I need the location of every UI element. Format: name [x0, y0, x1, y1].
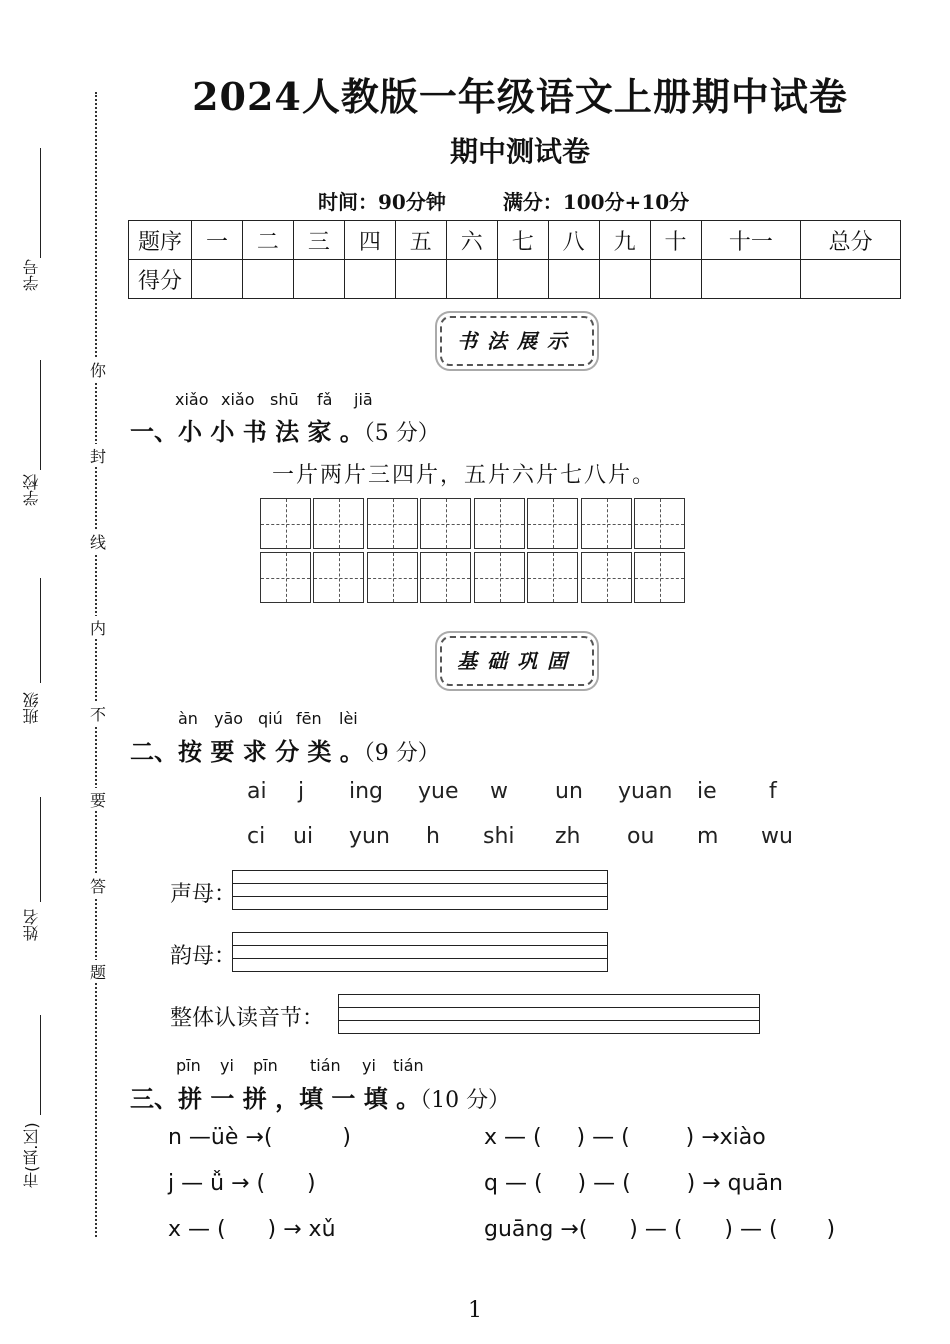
- q1-poem: 一片两片三四片，五片六片七八片。: [272, 463, 657, 488]
- pinyin-syllable: fēn: [296, 709, 322, 728]
- finals-label: 韵母：: [170, 944, 237, 969]
- q3-score: （10 分）: [420, 1088, 511, 1113]
- syllable: ui: [293, 824, 314, 849]
- full-score: 满分：100分+10分: [502, 190, 690, 214]
- pinyin-syllable: pīn: [176, 1056, 201, 1075]
- score-column-header: 六: [446, 221, 497, 260]
- class-line: [40, 578, 41, 683]
- seal-note-char: 你: [88, 358, 108, 381]
- whole-syllables-answer-lines[interactable]: [338, 994, 760, 1034]
- score-column-header: 八: [548, 221, 599, 260]
- seal-note-char: 答: [88, 874, 108, 897]
- pinyin-syllable: fǎ: [317, 390, 333, 409]
- writing-cell[interactable]: [474, 552, 525, 603]
- score-cell[interactable]: [548, 260, 599, 299]
- syllable: wu: [761, 824, 793, 849]
- exam-subtitle: 期中测试卷: [449, 135, 590, 168]
- writing-cell[interactable]: [581, 552, 632, 603]
- pinyin-syllable: pīn: [253, 1056, 278, 1075]
- q3-title: [130, 1079, 510, 1114]
- syllable: shi: [483, 824, 515, 849]
- score-cell[interactable]: [650, 260, 701, 299]
- pinyin-syllable: yi: [362, 1056, 376, 1075]
- section-badge-calligraphy: 书法展示: [440, 316, 594, 366]
- question-number-row: [129, 221, 901, 260]
- spelling-exercise[interactable]: j — ǚ → ( ): [168, 1171, 316, 1196]
- seal-note-char: 封: [88, 444, 108, 467]
- score-cell[interactable]: [242, 260, 293, 299]
- score-column-header: 九: [599, 221, 650, 260]
- q3-title-text: 三、拼 一 拼 ，填 一 填 。: [130, 1085, 421, 1113]
- syllable: f: [769, 779, 777, 804]
- writing-cell[interactable]: [367, 552, 418, 603]
- score-cell[interactable]: [599, 260, 650, 299]
- school-label: 学校: [22, 474, 41, 506]
- class-label: 班级: [22, 692, 41, 724]
- score-column-header: 总分: [801, 221, 901, 260]
- pinyin-syllable: lèi: [339, 709, 358, 728]
- syllable: ing: [349, 779, 384, 804]
- writing-cell[interactable]: [527, 498, 578, 549]
- pinyin-syllable: àn: [178, 709, 198, 728]
- question-number-header: 题序: [129, 221, 192, 260]
- syllable: ie: [697, 779, 717, 804]
- seal-note-char: 要: [88, 788, 108, 811]
- score-column-header: 一: [192, 221, 243, 260]
- syllable: ci: [247, 824, 266, 849]
- score-cell[interactable]: [446, 260, 497, 299]
- pinyin-syllable: yi: [220, 1056, 234, 1075]
- writing-cell[interactable]: [260, 552, 311, 603]
- seal-note-char: 不: [88, 702, 108, 725]
- syllable: yun: [349, 824, 390, 849]
- whole-syllables-label: 整体认读音节：: [170, 1006, 325, 1031]
- pinyin-syllable: yāo: [214, 709, 244, 728]
- seal-note-char: 题: [88, 960, 108, 983]
- initials-answer-lines[interactable]: [232, 870, 608, 910]
- time-limit: 时间：90分钟: [318, 190, 446, 214]
- score-cell[interactable]: [701, 260, 801, 299]
- score-cell[interactable]: [395, 260, 446, 299]
- school-line: [40, 360, 41, 470]
- score-table: [128, 220, 901, 299]
- score-cell[interactable]: [192, 260, 243, 299]
- writing-cell[interactable]: [634, 498, 685, 549]
- syllable: m: [697, 824, 719, 849]
- writing-cell[interactable]: [367, 498, 418, 549]
- score-column-header: 二: [242, 221, 293, 260]
- pinyin-syllable: qiú: [258, 709, 283, 728]
- page-number: 1: [468, 1298, 482, 1323]
- syllable: ou: [627, 824, 655, 849]
- score-column-header: 七: [497, 221, 548, 260]
- syllable: w: [490, 779, 508, 804]
- pinyin-syllable: tián: [393, 1056, 424, 1075]
- q2-title-text: 二、按 要 求 分 类 。: [130, 738, 364, 766]
- name-line: [40, 797, 41, 902]
- syllable: j: [298, 779, 305, 804]
- pinyin-syllable: xiǎo: [175, 390, 209, 409]
- score-cell[interactable]: [801, 260, 901, 299]
- writing-cell[interactable]: [420, 552, 471, 603]
- score-cell[interactable]: [293, 260, 344, 299]
- q2-score: （9 分）: [363, 741, 440, 766]
- score-row-header: 得分: [129, 260, 192, 299]
- spelling-exercise[interactable]: guāng →( ) — ( ) — ( ): [484, 1217, 836, 1242]
- score-cell[interactable]: [497, 260, 548, 299]
- syllable: yue: [418, 779, 459, 804]
- syllable: yuan: [618, 779, 673, 804]
- writing-cell[interactable]: [581, 498, 632, 549]
- initials-label: 声母：: [170, 882, 237, 907]
- writing-cell[interactable]: [313, 552, 364, 603]
- q1-title-text: 一、小 小 书 法 家 。: [130, 418, 364, 446]
- pinyin-syllable: xiǎo: [221, 390, 255, 409]
- score-column-header: 五: [395, 221, 446, 260]
- student-id-line: [40, 148, 41, 258]
- score-column-header: 十: [650, 221, 701, 260]
- score-column-header: 十一: [701, 221, 801, 260]
- binding-dotted-line: [95, 92, 97, 1237]
- spelling-exercise[interactable]: x — ( ) — ( ) →xiào: [484, 1125, 766, 1150]
- writing-cell[interactable]: [474, 498, 525, 549]
- spelling-exercise[interactable]: q — ( ) — ( ) → quān: [484, 1171, 783, 1196]
- q1-score: （5 分）: [363, 421, 440, 446]
- syllable: h: [426, 824, 440, 849]
- writing-cell[interactable]: [260, 498, 311, 549]
- q2-title: [130, 732, 440, 767]
- city-label: 市(县.区): [22, 1122, 41, 1188]
- seal-note-char: 线: [88, 530, 108, 553]
- section-badge-basics: 基础巩固: [440, 636, 594, 686]
- writing-cell[interactable]: [634, 552, 685, 603]
- writing-cell[interactable]: [527, 552, 578, 603]
- exam-title: 2024人教版一年级语文上册期中试卷: [192, 74, 848, 119]
- score-cell[interactable]: [344, 260, 395, 299]
- city-line: [40, 1015, 41, 1115]
- spelling-exercise[interactable]: x — ( ) → xǔ: [168, 1217, 336, 1242]
- seal-note-char: 内: [88, 616, 108, 639]
- q1-title: [130, 412, 440, 447]
- writing-cell[interactable]: [313, 498, 364, 549]
- score-column-header: 四: [344, 221, 395, 260]
- name-label: 姓名: [22, 909, 41, 941]
- pinyin-syllable: tián: [310, 1056, 341, 1075]
- syllable: zh: [555, 824, 581, 849]
- student-id-label: 学号: [22, 259, 41, 291]
- syllable: ai: [247, 779, 267, 804]
- writing-cell[interactable]: [420, 498, 471, 549]
- score-row: [129, 260, 901, 299]
- syllable: un: [555, 779, 583, 804]
- score-column-header: 三: [293, 221, 344, 260]
- spelling-exercise[interactable]: n —üè →( ): [168, 1125, 351, 1150]
- pinyin-syllable: jiā: [354, 390, 373, 409]
- finals-answer-lines[interactable]: [232, 932, 608, 972]
- exam-info: [318, 186, 739, 215]
- pinyin-syllable: shū: [270, 390, 299, 409]
